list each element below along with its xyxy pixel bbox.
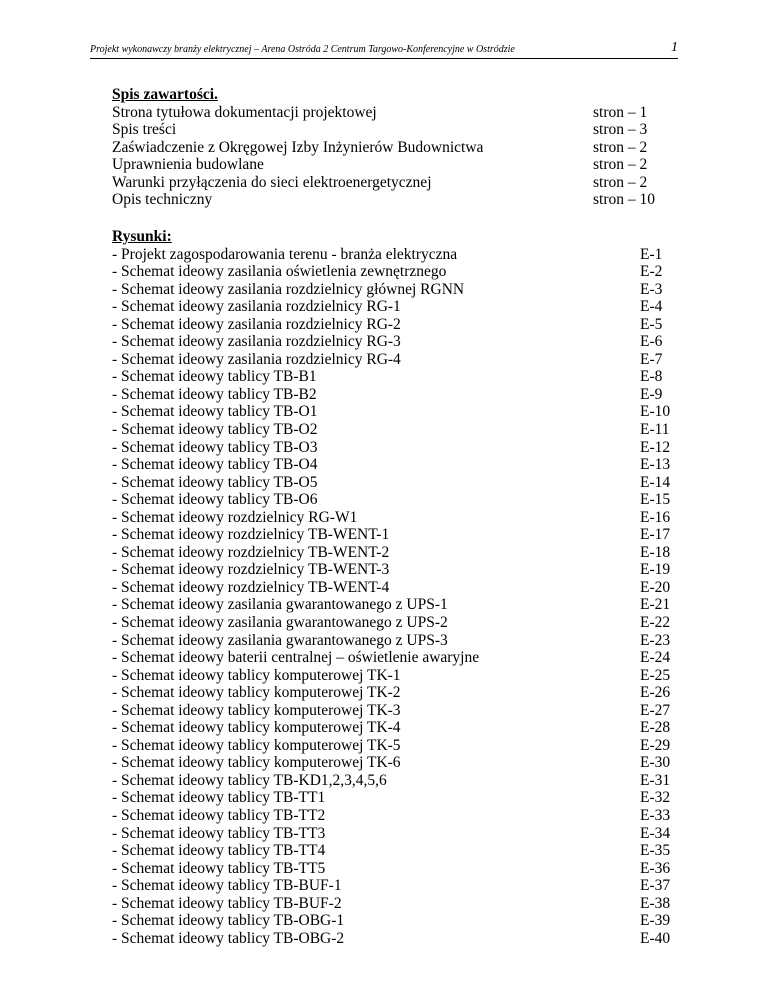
toc-item-title: Opis techniczny xyxy=(112,191,213,209)
drawing-item xyxy=(112,491,672,509)
drawing-item-title: - Schemat ideowy zasilania gwarantowanego z UPS-2 xyxy=(112,613,448,631)
drawing-item-code: E-1 xyxy=(640,245,663,263)
drawing-item-title: - Schemat ideowy tablicy komputerowej TK-4 xyxy=(112,719,401,737)
drawing-item-code: E-19 xyxy=(640,561,671,579)
drawing-item-code: E-16 xyxy=(640,508,671,526)
drawing-item-title: - Schemat ideowy zasilania rozdzielnicy RG-4 xyxy=(112,350,401,368)
drawing-item-title: - Schemat ideowy zasilania rozdzielnicy głównej RGNN xyxy=(112,280,465,298)
drawing-item xyxy=(112,895,672,913)
drawing-item-code: E-22 xyxy=(640,613,671,631)
drawing-item-title: - Schemat ideowy tablicy komputerowej TK-3 xyxy=(112,701,401,719)
drawing-item-code: E-38 xyxy=(640,894,671,912)
drawing-item xyxy=(112,912,672,930)
drawing-item xyxy=(112,386,672,404)
drawing-item xyxy=(112,456,672,474)
drawing-item xyxy=(112,877,672,895)
drawing-item-title: - Schemat ideowy tablicy TB-B2 xyxy=(112,385,317,403)
drawing-item-title: - Schemat ideowy tablicy komputerowej TK-6 xyxy=(112,754,401,772)
drawing-item-title: - Schemat ideowy tablicy TB-TT1 xyxy=(112,789,326,807)
toc-heading: Spis zawartości. xyxy=(112,86,218,103)
drawing-item-title: - Schemat ideowy zasilania rozdzielnicy RG-1 xyxy=(112,298,401,316)
drawing-item xyxy=(112,298,672,316)
toc-item xyxy=(112,104,672,122)
drawing-item-code: E-10 xyxy=(640,403,671,421)
drawing-item xyxy=(112,789,672,807)
drawing-item-title: - Schemat ideowy baterii centralnej – oświetlenie awaryjne xyxy=(112,649,480,667)
drawing-item-title: - Schemat ideowy tablicy TB-O4 xyxy=(112,456,318,474)
toc-item xyxy=(112,156,672,174)
toc-item-title: Zaświadczenie z Okręgowej Izby Inżynierów Budownictwa xyxy=(112,138,484,156)
toc-item-title: Strona tytułowa dokumentacji projektowej xyxy=(112,103,377,121)
drawing-item xyxy=(112,579,672,597)
drawing-item xyxy=(112,614,672,632)
table-of-contents xyxy=(112,86,672,209)
drawing-item-title: - Schemat ideowy tablicy TB-TT5 xyxy=(112,859,326,877)
drawing-item-title: - Schemat ideowy tablicy TB-TT3 xyxy=(112,824,326,842)
drawing-item-title: - Schemat ideowy rozdzielnicy TB-WENT-3 xyxy=(112,561,390,579)
drawing-item xyxy=(112,754,672,772)
drawing-item xyxy=(112,351,672,369)
drawing-item-title: - Schemat ideowy rozdzielnicy TB-WENT-1 xyxy=(112,526,390,544)
toc-item-pages: stron – 10 xyxy=(593,191,655,209)
drawing-item-code: E-5 xyxy=(640,315,663,333)
drawing-item-title: - Schemat ideowy tablicy TB-B1 xyxy=(112,368,317,386)
toc-list xyxy=(112,104,672,209)
drawing-item-title: - Schemat ideowy zasilania oświetlenia zewnętrznego xyxy=(112,263,447,281)
drawing-item-title: - Schemat ideowy tablicy TB-OBG-2 xyxy=(112,929,345,947)
drawing-item-code: E-14 xyxy=(640,473,671,491)
drawing-item-code: E-9 xyxy=(640,385,663,403)
drawing-item-code: E-28 xyxy=(640,719,671,737)
drawing-item xyxy=(112,544,672,562)
toc-item-pages: stron – 2 xyxy=(593,156,648,174)
drawing-item xyxy=(112,561,672,579)
drawing-item-code: E-18 xyxy=(640,543,671,561)
drawing-item xyxy=(112,825,672,843)
drawing-item-title: - Schemat ideowy zasilania gwarantowanego z UPS-1 xyxy=(112,596,448,614)
drawing-item-code: E-17 xyxy=(640,526,671,544)
drawing-item-code: E-25 xyxy=(640,666,671,684)
drawing-item-title: - Schemat ideowy tablicy TB-BUF-1 xyxy=(112,877,342,895)
drawing-item xyxy=(112,403,672,421)
drawing-item-code: E-32 xyxy=(640,789,671,807)
toc-item xyxy=(112,121,672,139)
toc-item-pages: stron – 3 xyxy=(593,121,648,139)
drawing-item-code: E-24 xyxy=(640,649,671,667)
drawing-item xyxy=(112,263,672,281)
drawing-item-title: - Schemat ideowy tablicy TB-TT2 xyxy=(112,807,326,824)
drawing-item-code: E-29 xyxy=(640,736,671,754)
drawing-item-title: - Schemat ideowy tablicy TB-BUF-2 xyxy=(112,894,342,912)
page-number: 1 xyxy=(671,40,678,55)
drawing-item-code: E-2 xyxy=(640,263,663,281)
drawing-item xyxy=(112,842,672,860)
toc-item xyxy=(112,191,672,209)
drawing-item xyxy=(112,368,672,386)
drawing-item-code: E-26 xyxy=(640,684,671,702)
toc-item-title: Spis treści xyxy=(112,121,177,139)
drawing-item-title: - Schemat ideowy zasilania rozdzielnicy RG-2 xyxy=(112,315,401,333)
toc-item-title: Uprawnienia budowlane xyxy=(112,156,264,174)
drawing-item-code: E-23 xyxy=(640,631,671,649)
drawing-item-title: - Schemat ideowy tablicy TB-O2 xyxy=(112,420,318,438)
drawing-item xyxy=(112,333,672,351)
toc-item-title: Warunki przyłączenia do sieci elektroenergetycznej xyxy=(112,173,432,191)
drawing-item xyxy=(112,772,672,790)
drawing-item xyxy=(112,421,672,439)
drawing-item-code: E-31 xyxy=(640,771,671,789)
header-rule xyxy=(90,58,678,59)
drawing-item xyxy=(112,596,672,614)
drawing-item xyxy=(112,526,672,544)
drawing-item xyxy=(112,737,672,755)
drawing-item-title: - Schemat ideowy tablicy komputerowej TK-5 xyxy=(112,736,401,754)
drawing-item-code: E-27 xyxy=(640,701,671,719)
drawing-item-code: E-40 xyxy=(640,929,671,947)
drawing-item-code: E-34 xyxy=(640,824,671,842)
drawing-item-code: E-15 xyxy=(640,491,671,509)
drawing-item xyxy=(112,246,672,264)
drawing-item-title: - Schemat ideowy zasilania gwarantowanego z UPS-3 xyxy=(112,631,448,649)
drawing-item-code: E-20 xyxy=(640,578,671,596)
drawing-item-code: E-8 xyxy=(640,368,663,386)
drawing-item xyxy=(112,649,672,667)
drawing-item-title: - Schemat ideowy rozdzielnicy TB-WENT-4 xyxy=(112,578,390,596)
drawing-item xyxy=(112,684,672,702)
drawing-item xyxy=(112,719,672,737)
drawing-item-title: - Schemat ideowy rozdzielnicy TB-WENT-2 xyxy=(112,543,390,561)
drawing-item-title: - Projekt zagospodarowania terenu - branża elektryczna xyxy=(112,245,458,263)
toc-item-pages: stron – 1 xyxy=(593,103,648,121)
drawing-item-code: E-13 xyxy=(640,456,671,474)
drawing-item-code: E-6 xyxy=(640,333,663,351)
drawing-item-title: - Schemat ideowy tablicy komputerowej TK-2 xyxy=(112,684,401,702)
drawing-item-code: E-21 xyxy=(640,596,671,614)
drawing-item xyxy=(112,807,672,825)
drawing-item-code: E-7 xyxy=(640,350,663,368)
toc-item xyxy=(112,174,672,192)
drawing-item-title: - Schemat ideowy tablicy TB-TT4 xyxy=(112,842,326,860)
drawing-item-title: - Schemat ideowy tablicy TB-O3 xyxy=(112,438,318,456)
drawing-item-title: - Schemat ideowy tablicy TB-KD1,2,3,4,5,6 xyxy=(112,771,387,789)
drawing-item xyxy=(112,316,672,334)
drawing-item-title: - Schemat ideowy tablicy TB-O1 xyxy=(112,403,318,421)
drawings-heading: Rysunki: xyxy=(112,228,172,245)
drawing-item-title: - Schemat ideowy tablicy TB-OBG-1 xyxy=(112,912,345,930)
toc-item-pages: stron – 2 xyxy=(593,138,648,156)
drawing-item xyxy=(112,281,672,299)
drawing-item xyxy=(112,509,672,527)
toc-item xyxy=(112,139,672,157)
drawing-item-code: E-37 xyxy=(640,877,671,895)
drawing-item xyxy=(112,930,672,948)
drawing-item-code: E-4 xyxy=(640,298,663,316)
drawing-item-title: - Schemat ideowy rozdzielnicy RG-W1 xyxy=(112,508,358,526)
drawing-item-code: E-36 xyxy=(640,859,671,877)
drawing-item xyxy=(112,439,672,457)
drawing-item-title: - Schemat ideowy zasilania rozdzielnicy RG-3 xyxy=(112,333,401,351)
drawing-item-code: E-39 xyxy=(640,912,671,930)
header-text: Projekt wykonawczy branży elektrycznej – Arena Ostróda 2 Centrum Targowo-Konferencyjne w Ostródzie xyxy=(90,44,515,55)
drawing-item-title: - Schemat ideowy tablicy komputerowej TK-1 xyxy=(112,666,401,684)
drawing-item-code: E-35 xyxy=(640,842,671,860)
drawing-item xyxy=(112,667,672,685)
drawing-item xyxy=(112,474,672,492)
drawing-item-code: E-30 xyxy=(640,754,671,772)
drawing-item xyxy=(112,860,672,878)
drawing-item-title: - Schemat ideowy tablicy TB-O6 xyxy=(112,491,318,509)
drawings-list xyxy=(112,246,672,948)
page-header xyxy=(90,40,678,60)
drawing-item-code: E-33 xyxy=(640,807,671,824)
toc-item-pages: stron – 2 xyxy=(593,173,648,191)
drawing-item-code: E-11 xyxy=(640,420,670,438)
drawing-item-code: E-3 xyxy=(640,280,663,298)
drawing-item xyxy=(112,702,672,720)
drawings-list-section xyxy=(112,228,672,947)
drawing-item xyxy=(112,632,672,650)
drawing-item-title: - Schemat ideowy tablicy TB-O5 xyxy=(112,473,318,491)
drawing-item-code: E-12 xyxy=(640,438,671,456)
